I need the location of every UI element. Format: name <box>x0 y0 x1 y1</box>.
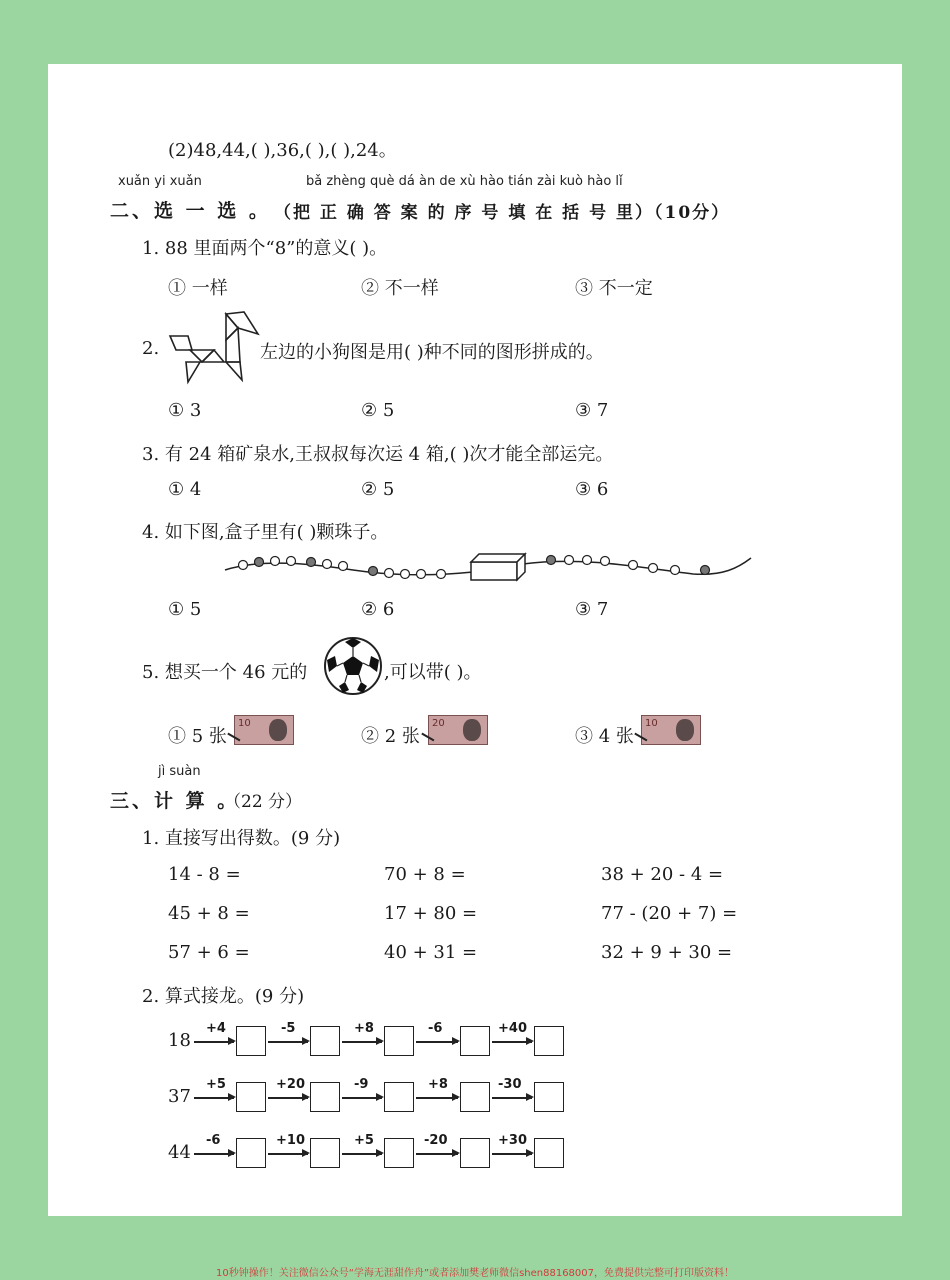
banknote-image <box>428 715 488 745</box>
section3-title: 三、计 算 。 <box>110 790 240 812</box>
q1-option-1: ① 一样 <box>168 278 228 299</box>
chain-op: +5 <box>354 1133 374 1148</box>
chain-op: -30 <box>498 1077 522 1092</box>
chain-start: 37 <box>168 1086 191 1107</box>
calc-item: 45 + 8 = <box>168 903 250 924</box>
banknote-value: 10 <box>238 718 251 729</box>
q4-option-2: ② 6 <box>361 599 395 620</box>
banknote-value: 20 <box>432 718 445 729</box>
footer-promo-text: 10秒钟操作！关注微信公众号“学海无涯甜作舟”或者添加樊老师微信shen88168007，免费提供完整可打印版资料！ <box>215 1268 735 1279</box>
answer-box[interactable] <box>534 1026 564 1056</box>
calc-item: 32 + 9 + 30 = <box>601 942 733 963</box>
soccer-ball-icon <box>323 636 383 696</box>
section2-title: 二、选 一 选 。 <box>110 200 271 222</box>
sequence-question-2: (2)48,44,( ),36,( ),( ),24。 <box>168 140 397 161</box>
choice-q3: 3. 有 24 箱矿泉水,王叔叔每次运 4 箱,( )次才能全部运完。 <box>142 444 614 465</box>
q3-option-1: ① 4 <box>168 479 202 500</box>
arrow-icon <box>416 1153 458 1155</box>
chain-op: -9 <box>354 1077 369 1092</box>
calc-item: 70 + 8 = <box>384 864 466 885</box>
arrow-icon <box>194 1153 234 1155</box>
arrow-icon <box>268 1041 308 1043</box>
answer-box[interactable] <box>236 1026 266 1056</box>
chain-op: +20 <box>276 1077 305 1092</box>
answer-box[interactable] <box>384 1082 414 1112</box>
choice-q2-number: 2. <box>142 338 160 359</box>
chain-op: +4 <box>206 1021 226 1036</box>
q2-option-2: ② 5 <box>361 400 395 421</box>
answer-box[interactable] <box>310 1082 340 1112</box>
calc-item: 40 + 31 = <box>384 942 478 963</box>
arrow-icon <box>492 1097 532 1099</box>
section2-instruction: （把 正 确 答 案 的 序 号 填 在 括 号 里）（10分） <box>274 203 731 223</box>
arrow-icon <box>492 1041 532 1043</box>
q4-option-1: ① 5 <box>168 599 202 620</box>
calc-item: 77 - (20 + 7) = <box>601 903 738 924</box>
arrow-icon <box>416 1097 458 1099</box>
answer-box[interactable] <box>310 1138 340 1168</box>
q5-option-2: ② 2 张 <box>361 726 420 747</box>
arrow-icon <box>342 1041 382 1043</box>
q2-option-3: ③ 7 <box>575 400 609 421</box>
answer-box[interactable] <box>534 1138 564 1168</box>
calc-part2-title: 2. 算式接龙。(9 分) <box>142 986 305 1007</box>
chain-start: 44 <box>168 1142 191 1163</box>
chain-op: +10 <box>276 1133 305 1148</box>
calc-part1-title: 1. 直接写出得数。(9 分) <box>142 828 341 849</box>
q2-option-1: ① 3 <box>168 400 202 421</box>
chain-op: +8 <box>354 1021 374 1036</box>
chain-op: +8 <box>428 1077 448 1092</box>
answer-box[interactable] <box>384 1026 414 1056</box>
chain-op: -6 <box>428 1021 443 1036</box>
arrow-icon <box>492 1153 532 1155</box>
q3-option-3: ③ 6 <box>575 479 609 500</box>
calc-item: 14 - 8 = <box>168 864 241 885</box>
bead-string-image <box>223 548 753 588</box>
section2-pinyin-instruction: bǎ zhèng què dá àn de xù hào tián zài kuò hào lǐ <box>306 174 623 189</box>
q5-option-3: ③ 4 张 <box>575 726 634 747</box>
choice-q4: 4. 如下图,盒子里有( )颗珠子。 <box>142 522 389 543</box>
choice-q1: 1. 88 里面两个“8”的意义( )。 <box>142 238 388 259</box>
tangram-dog-image <box>166 310 262 386</box>
calc-item: 17 + 80 = <box>384 903 478 924</box>
banknote-image <box>641 715 701 745</box>
arrow-icon <box>342 1097 382 1099</box>
q1-option-3: ③ 不一定 <box>575 278 653 299</box>
answer-box[interactable] <box>534 1082 564 1112</box>
answer-box[interactable] <box>460 1026 490 1056</box>
calc-item: 57 + 6 = <box>168 942 250 963</box>
answer-box[interactable] <box>310 1026 340 1056</box>
chain-op: -6 <box>206 1133 221 1148</box>
arrow-icon <box>268 1097 308 1099</box>
q3-option-2: ② 5 <box>361 479 395 500</box>
section3-score: （22 分） <box>224 792 303 812</box>
arrow-icon <box>268 1153 308 1155</box>
section3-pinyin: jì suàn <box>158 764 201 779</box>
choice-q5-start: 5. 想买一个 46 元的 <box>142 662 308 683</box>
q1-option-2: ② 不一样 <box>361 278 439 299</box>
chain-op: +40 <box>498 1021 527 1036</box>
answer-box[interactable] <box>236 1082 266 1112</box>
q4-option-3: ③ 7 <box>575 599 609 620</box>
chain-start: 18 <box>168 1030 191 1051</box>
banknote-image <box>234 715 294 745</box>
chain-op: -20 <box>424 1133 448 1148</box>
arrow-icon <box>342 1153 382 1155</box>
answer-box[interactable] <box>460 1082 490 1112</box>
chain-op: -5 <box>281 1021 296 1036</box>
section2-pinyin-title: xuǎn yi xuǎn <box>118 174 202 189</box>
choice-q5-end: ,可以带( )。 <box>384 662 482 683</box>
banknote-value: 10 <box>645 718 658 729</box>
worksheet-page <box>48 64 902 1216</box>
choice-q2: 左边的小狗图是用( )种不同的图形拼成的。 <box>260 342 604 363</box>
answer-box[interactable] <box>460 1138 490 1168</box>
arrow-icon <box>194 1097 234 1099</box>
q5-option-1: ① 5 张 <box>168 726 227 747</box>
chain-op: +5 <box>206 1077 226 1092</box>
chain-op: +30 <box>498 1133 527 1148</box>
answer-box[interactable] <box>236 1138 266 1168</box>
arrow-icon <box>194 1041 234 1043</box>
calc-item: 38 + 20 - 4 = <box>601 864 724 885</box>
arrow-icon <box>416 1041 458 1043</box>
answer-box[interactable] <box>384 1138 414 1168</box>
